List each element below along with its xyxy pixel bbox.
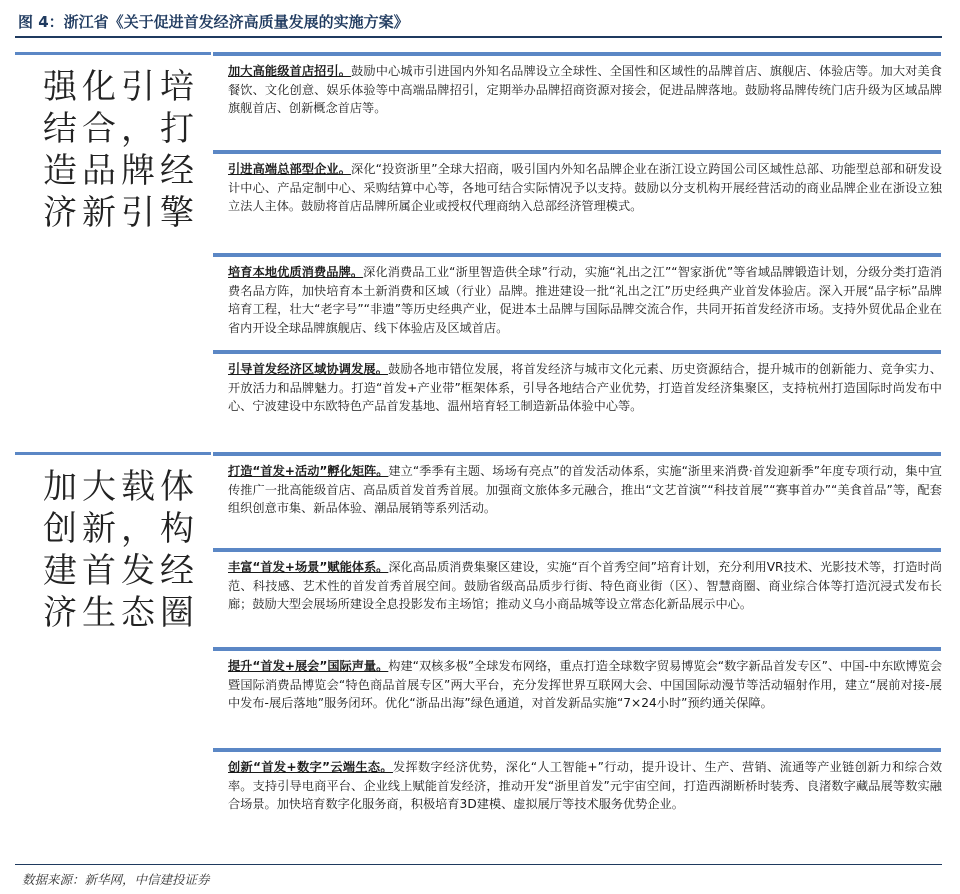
item-heading: 引导首发经济区域协调发展。 <box>228 362 389 376</box>
item-paragraph <box>228 462 942 518</box>
item-text: 鼓励各地市错位发展，将首发经济与城市文化元素、历史资源结合，提升城市的创新能力、竞争实力、开放活力和品牌魅力。打造“首发+产业带”框架体系，引导各地结合产业优势，打造首发经济集聚区，支持杭州打造国际时尚发布中心、宁波建设中东欧特色产品首发基地、温州培育轻工制造新品体验中心等。 <box>228 362 942 414</box>
item-heading: 打造“首发+活动”孵化矩阵。 <box>228 464 389 478</box>
item-text: 深化消费品工业“浙里智造供全球”行动，实施“礼出之江”“智家浙优”等省域品牌锻造计划，分级分类打造消费名品方阵，加快培育本土新消费和区域（行业）品牌。推进建设一批“礼出之江”历史经典产业首发体验店。深入开展“品字标”品牌培育工程，壮大“老字号”“非遗”等历史经典产业，促进本土品牌与国际品牌交流合作，共同开拓首发经济市场。支持外贸优品企业在省内开设全球品牌旗舰店、线下体验店及区域首店。 <box>228 265 943 335</box>
item-text: 鼓励中心城市引进国内外知名品牌设立全球性、全国性和区域性的品牌首店、旗舰店、体验店等。加大对美食餐饮、文化创意、娱乐体验等中高端品牌招引，定期举办品牌招商资源对接会，促进品牌落地。鼓励将品牌传统门店升级为区域品牌旗舰首店、创新概念首店等。 <box>228 64 942 116</box>
source-note: 数据来源：新华网，中信建投证券 <box>22 872 210 887</box>
item-paragraph <box>228 360 942 416</box>
item-paragraph <box>228 657 942 713</box>
item-text: 深化“投资浙里”全球大招商，吸引国内外知名品牌企业在浙江设立跨国公司区域性总部、功能型总部和研发设计中心、产品定制中心、采购结算中心等，各地可结合实际情况予以支持。鼓励以分支机构开展经营活动的商业品牌企业在浙设立独立法人主体。鼓励将首店品牌所属企业或授权代理商纳入总部经济管理模式。 <box>228 162 942 214</box>
item-bar <box>213 150 941 154</box>
item-bar <box>213 548 941 552</box>
item-heading: 加大高能级首店招引。 <box>228 64 352 78</box>
item-bar <box>213 52 941 56</box>
item-heading: 培育本地优质消费品牌。 <box>228 265 364 279</box>
bottom-divider <box>15 864 942 865</box>
section-2-block <box>15 452 211 852</box>
item-bar <box>213 748 941 752</box>
item-paragraph <box>228 758 942 814</box>
section-1-block <box>15 52 211 452</box>
title-divider <box>15 36 942 38</box>
section-2-item-3 <box>213 647 941 747</box>
item-heading: 创新“首发+数字”云端生态。 <box>228 760 393 774</box>
item-paragraph <box>228 263 942 337</box>
item-heading: 提升“首发+展会”国际声量。 <box>228 659 389 673</box>
item-text: 构建“双核多极”全球发布网络，重点打造全球数字贸易博览会“数字新品首发专区”、中国-中东欧博览会暨国际消费品博览会“特色商品首展专区”两大平台，充分发挥世界互联网大会、中国国际动漫节等活动辐射作用，建立“展前对接-展中发布-展后落地”服务闭环。优化“浙品出海”绿色通道，对首发新品实施“7×24小时”预约通关保障。 <box>228 659 943 711</box>
section-2-bar <box>15 452 211 455</box>
item-bar <box>213 452 941 456</box>
item-paragraph <box>228 62 942 118</box>
section-1-title: 强化引培结合，打造品牌经济新引擎 <box>43 67 199 233</box>
item-heading: 引进高端总部型企业。 <box>228 162 352 176</box>
item-heading: 丰富“首发+场景”赋能体系。 <box>228 560 389 574</box>
section-1-item-4 <box>213 350 941 450</box>
section-2-title: 加大载体创新，构建首发经济生态圈 <box>43 467 199 633</box>
item-text: 发挥数字经济优势，深化“人工智能+”行动，提升设计、生产、营销、流通等产业链创新力和综合效率。支持引导电商平台、企业线上赋能首发经济，推动开发“浙里首发”元宇宙空间，打造西湖断桥时装秀、良渚数字藏品展等数实融合场景。加快培育数字化服务商，积极培育3D建模、虚拟展厅等技术服务优势企业。 <box>228 760 943 812</box>
section-1-item-2 <box>213 150 941 252</box>
figure-title: 图 4：浙江省《关于促进首发经济高质量发展的实施方案》 <box>18 13 409 31</box>
section-1-bar <box>15 52 211 55</box>
item-paragraph <box>228 558 942 614</box>
item-bar <box>213 350 941 354</box>
section-2-item-1 <box>213 452 941 546</box>
section-2-item-4 <box>213 748 941 854</box>
section-1-item-3 <box>213 253 941 353</box>
item-text: 建立“季季有主题、场场有亮点”的首发活动体系，实施“浙里来消费·首发迎新季”年度专项行动，集中宣传推广一批高能级首店、高品质首发首秀首展。加强商文旅体多元融合，推出“文艺首演”“科技首展”“赛事首办”“美食首品”等，配套组织创意市集、新品体验、潮品展销等系列活动。 <box>228 464 942 516</box>
item-bar <box>213 647 941 651</box>
section-1-item-1 <box>213 52 941 148</box>
item-paragraph <box>228 160 942 216</box>
section-2-item-2 <box>213 548 941 646</box>
item-bar <box>213 253 941 257</box>
item-text: 深化高品质消费集聚区建设，实施“百个首秀空间”培育计划，充分利用VR技术、光影技术等，打造时尚范、科技感、艺术性的首发首秀首展空间。鼓励省级高品质步行街、特色商业街（区）、智慧商圈、商业综合体等打造沉浸式发布长廊；鼓励大型会展场所建设全息投影发布主场馆；推动义乌小商品城等设立常态化新品展示中心。 <box>228 560 942 612</box>
